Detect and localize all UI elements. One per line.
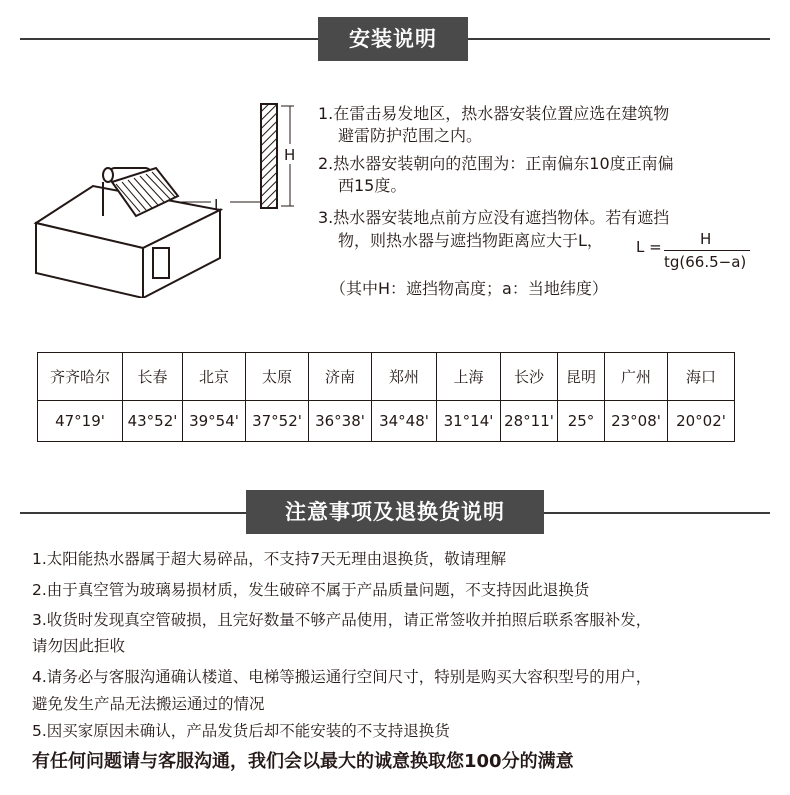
notice-item-3-cont: 请勿因此拒收	[32, 637, 126, 655]
install-item-1-line1: 1.在雷击易发地区，热水器安装位置应选在建筑物	[318, 104, 670, 123]
city-cell: 海口	[668, 353, 735, 401]
notice-item-2: 2.由于真空管为玻璃易损材质，发生破碎不属于产品质量问题，不支持因此退换货	[32, 581, 590, 599]
install-footnote: （其中H：遮挡物高度；a：当地纬度）	[330, 279, 608, 298]
latitude-cell: 36°38'	[309, 401, 372, 442]
formula-fraction-bar	[664, 250, 750, 251]
install-section-title: 安装说明	[318, 17, 468, 61]
city-cell: 齐齐哈尔	[38, 353, 123, 401]
latitude-cell: 31°14'	[437, 401, 501, 442]
formula-denominator: tg(66.5−a)	[664, 253, 747, 271]
latitude-cell: 43°52'	[123, 401, 183, 442]
formula-lhs: L =	[636, 238, 662, 256]
latitude-table	[37, 352, 735, 442]
notice-closing: 有任何问题请与客服沟通，我们会以最大的诚意换取您100分的满意	[32, 751, 574, 772]
latitude-cell: 20°02'	[668, 401, 735, 442]
latitude-cell: 23°08'	[605, 401, 668, 442]
latitude-cell: 39°54'	[183, 401, 246, 442]
latitude-cell: 34°48'	[372, 401, 437, 442]
notice-item-5: 5.因买家原因未确认，产品发货后却不能安装的不支持退换货	[32, 722, 450, 740]
install-item-1-line2: 避雷防护范围之内。	[338, 126, 483, 145]
latitude-row	[38, 401, 735, 442]
city-row	[38, 353, 735, 401]
city-cell: 太原	[246, 353, 309, 401]
latitude-cell: 37°52'	[246, 401, 309, 442]
city-cell: 济南	[309, 353, 372, 401]
city-cell: 北京	[183, 353, 246, 401]
latitude-cell: 25°	[558, 401, 605, 442]
notice-item-1: 1.太阳能热水器属于超大易碎品，不支持7天无理由退换货，敬请理解	[32, 550, 507, 568]
install-item-3-line2: 物，则热水器与遮挡物距离应大于L，	[338, 231, 603, 250]
city-cell: 长春	[123, 353, 183, 401]
city-cell: 上海	[437, 353, 501, 401]
city-cell: 郑州	[372, 353, 437, 401]
distance-label: L	[214, 196, 223, 214]
city-cell: 广州	[605, 353, 668, 401]
latitude-cell: 47°19'	[38, 401, 123, 442]
notice-item-4-cont: 避免发生产品无法搬运通过的情况	[32, 695, 265, 713]
latitude-cell: 28°11'	[501, 401, 558, 442]
install-item-3-line1: 3.热水器安装地点前方应没有遮挡物体。若有遮挡	[318, 208, 670, 227]
install-item-2-line1: 2.热水器安装朝向的范围为：正南偏东10度正南偏	[318, 154, 674, 173]
installation-diagram	[28, 98, 318, 298]
height-label: H	[284, 146, 296, 164]
city-cell: 长沙	[501, 353, 558, 401]
notice-item-3: 3.收货时发现真空管破损，且完好数量不够产品使用，请正常签收并拍照后联系客服补发，	[32, 611, 652, 629]
notice-item-4: 4.请务必与客服沟通确认楼道、电梯等搬运通行空间尺寸，特别是购买大容积型号的用户，	[32, 668, 652, 686]
notice-section-title: 注意事项及退换货说明	[246, 490, 544, 534]
obstacle-wall	[261, 104, 277, 208]
formula-numerator: H	[700, 230, 712, 248]
install-item-2-line2: 西15度。	[338, 176, 407, 195]
city-cell: 昆明	[558, 353, 605, 401]
